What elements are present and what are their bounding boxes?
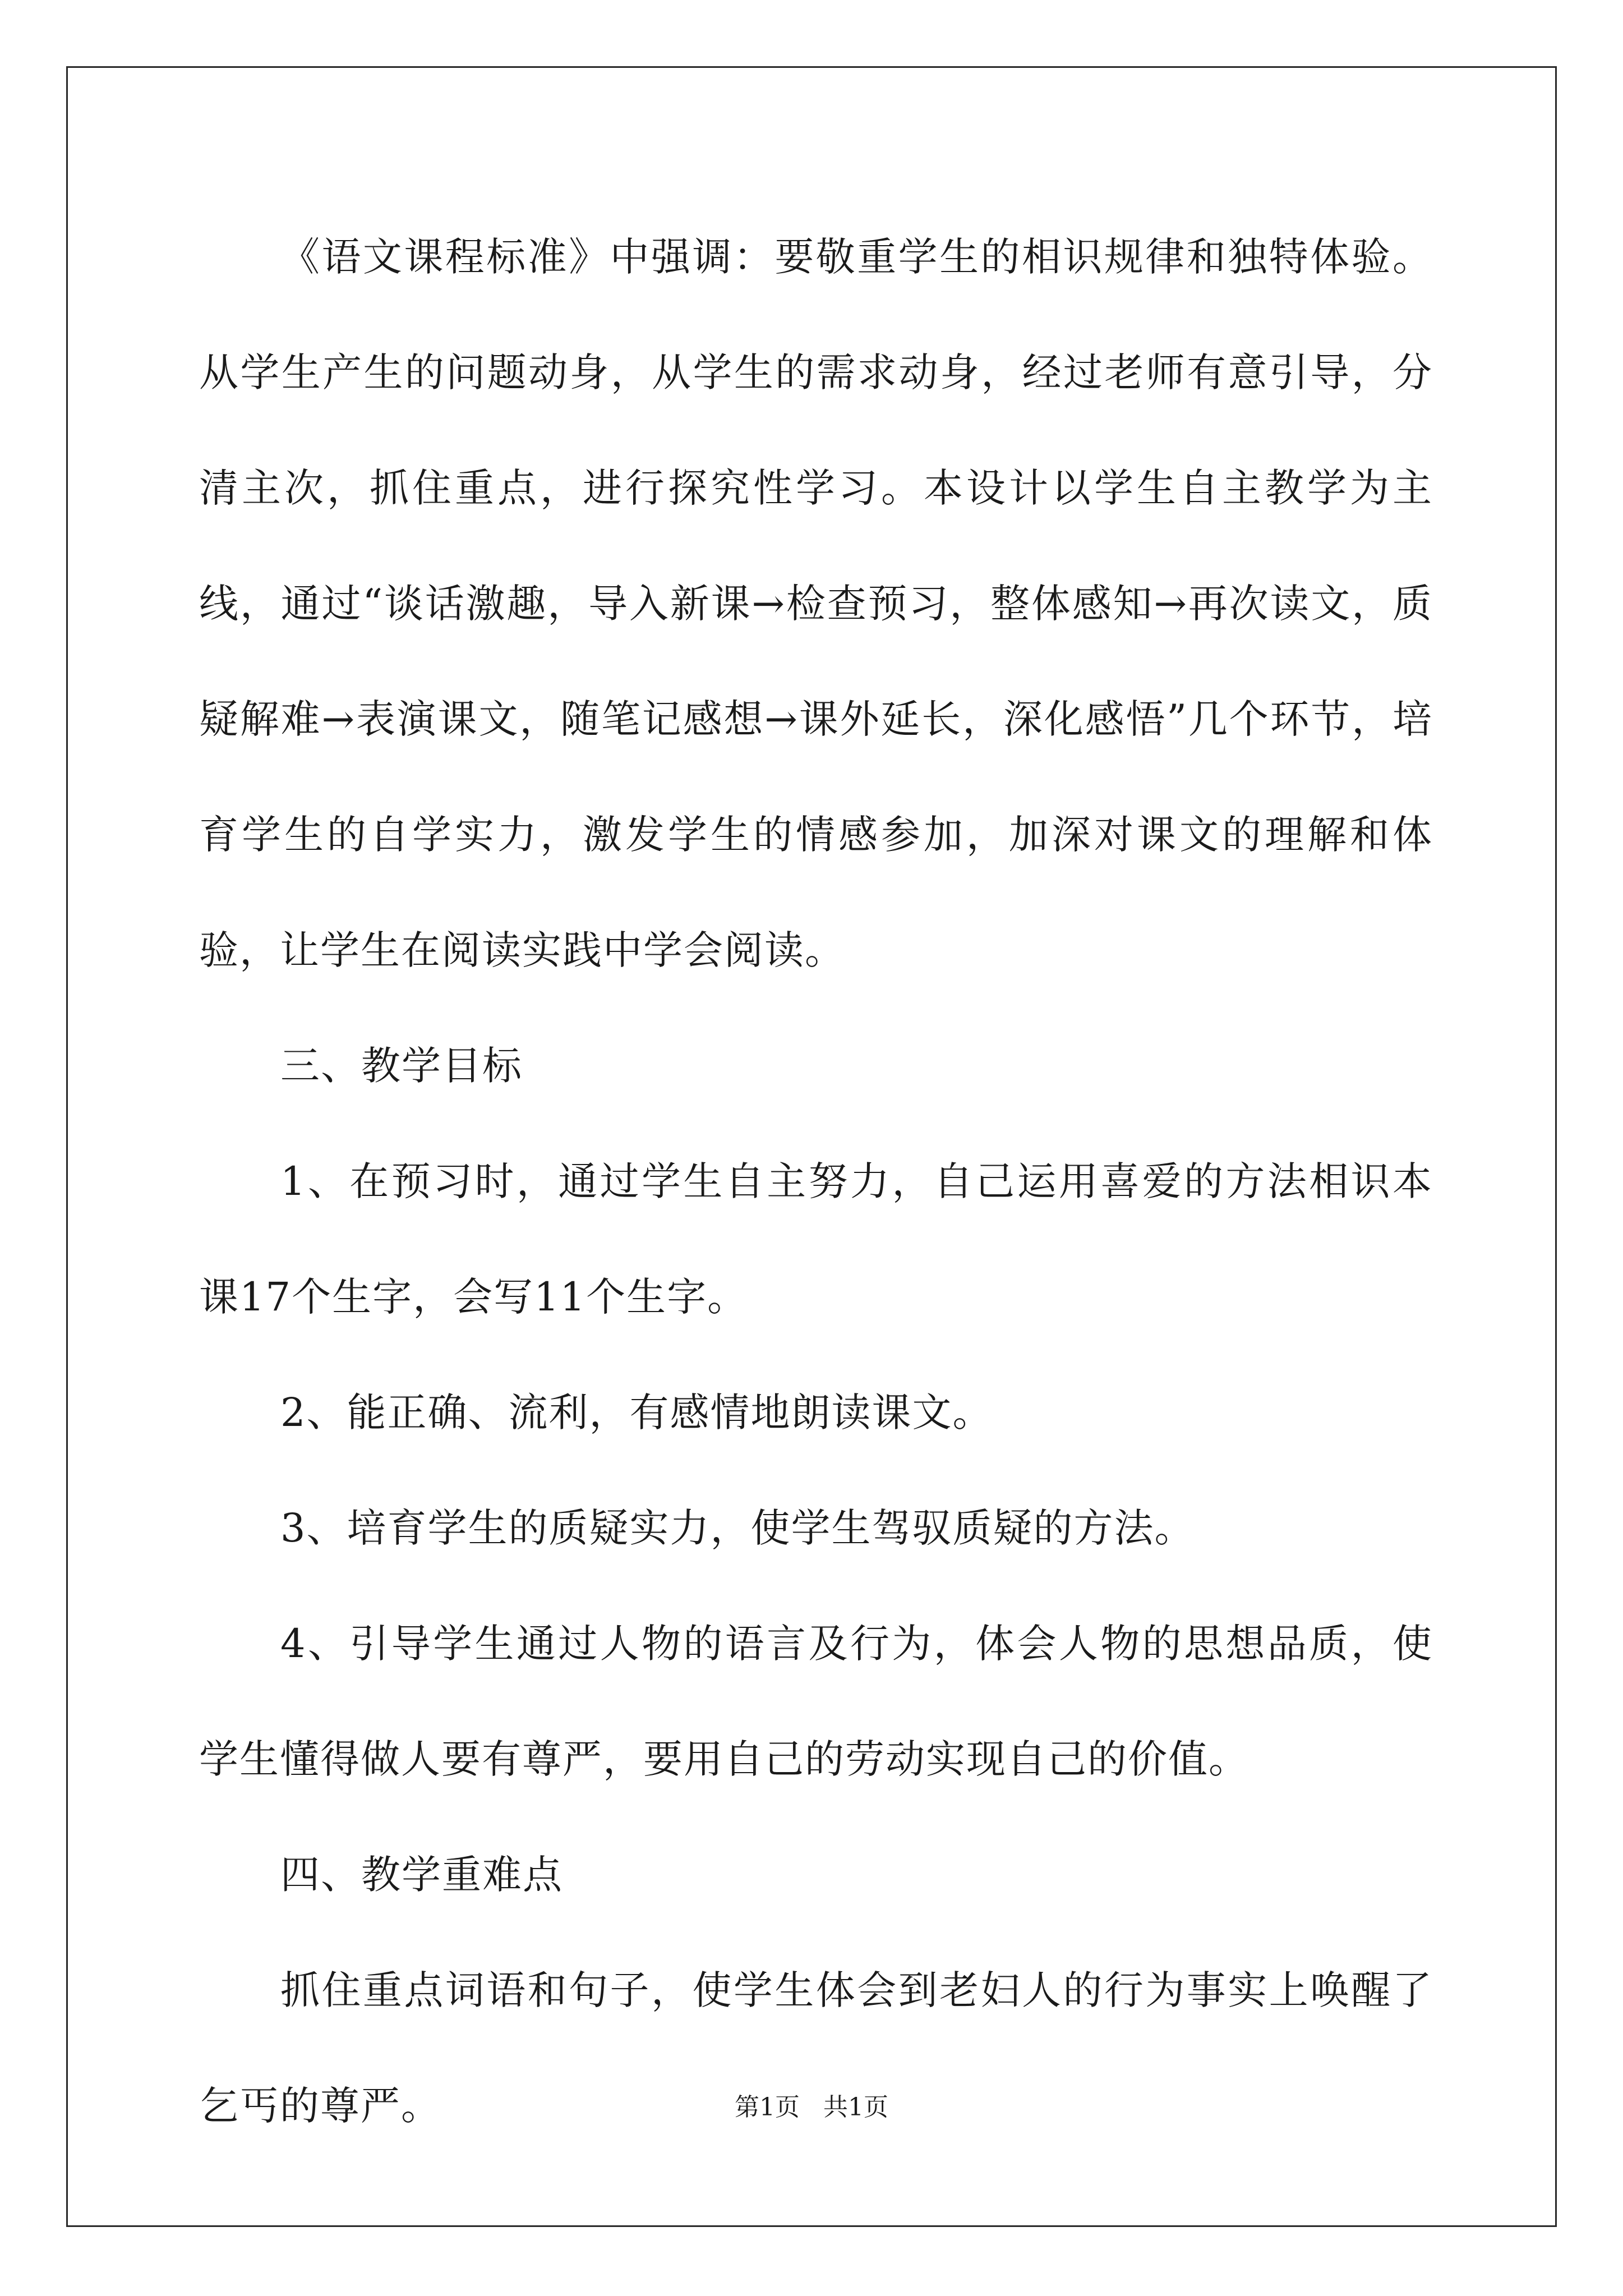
page-total: 共1页	[823, 2093, 888, 2122]
goal-item-3: 3、培育学生的质疑实力，使学生驾驭质疑的方法。	[280, 1505, 1195, 1551]
heading-teaching-goals: 三、教学目标	[280, 1043, 523, 1089]
heading-key-points: 四、教学重难点	[280, 1852, 563, 1898]
paragraph-intro: 《语文课程标准》中强调：要敬重学生的相识规律和独特体验。从学生产生的问题动身，从学生的需求动身，经过老师有意引导，分清主次，抓住重点，进行探究性学习。本设计以学生自主教学为主线，通过“谈话激趣，导入新课→检查预习，整体感知→再次读文，质疑解难→表演课文，随笔记感想→课外延长，深化感悟”几个环节，培育学生的自学实力，激发学生的情感参加，加深对课文的理解和体验，让学生在阅读实践中学会阅读。	[199, 234, 1433, 973]
goal-item-1: 1、在预习时，通过学生自主努力，自己运用喜爱的方法相识本课17个生字，会写11个生字。	[199, 1158, 1433, 1320]
document-body	[199, 199, 1433, 2164]
page-footer	[0, 2087, 1623, 2123]
key-points-text: 抓住重点词语和句子，使学生体会到老妇人的行为事实上唤醒了乞丐的尊严。	[199, 1967, 1433, 2129]
page-number: 第1页	[735, 2093, 800, 2122]
goal-item-2: 2、能正确、流利，有感情地朗读课文。	[280, 1389, 993, 1435]
goal-item-4: 4、引导学生通过人物的语言及行为，体会人物的思想品质，使学生懂得做人要有尊严，要用自己的劳动实现自己的价值。	[199, 1621, 1433, 1782]
